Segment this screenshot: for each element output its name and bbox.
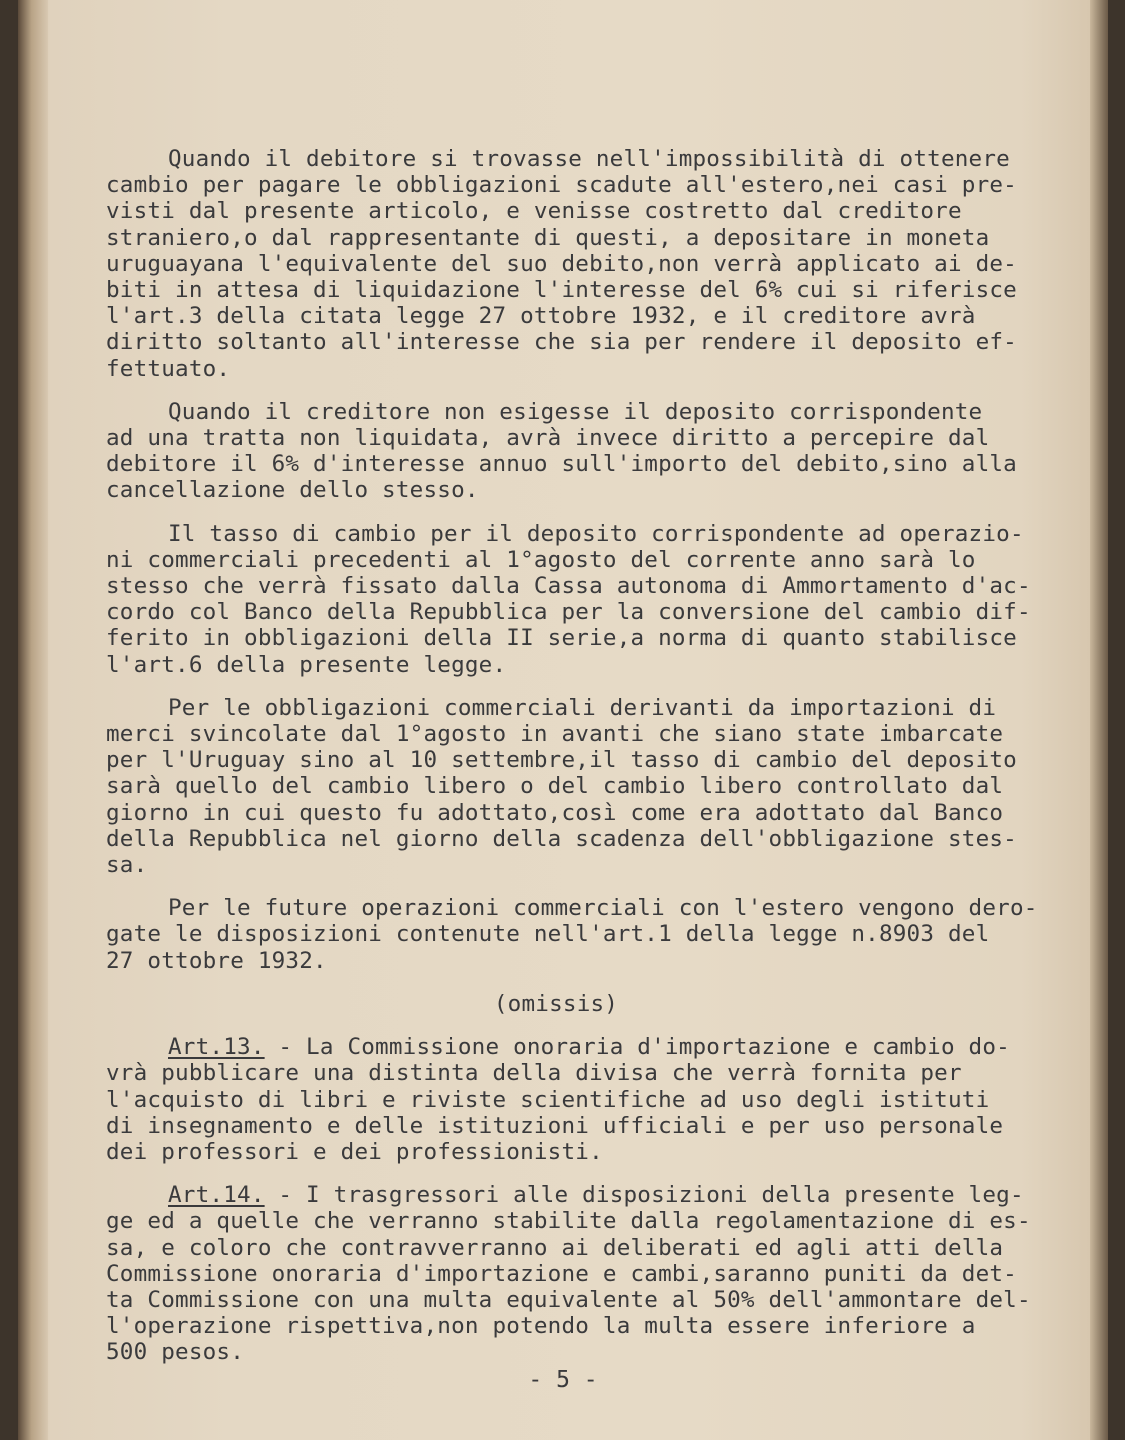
text-line: giorno in cui questo fu adottato,così come era adottato dal Banco — [106, 799, 1004, 826]
text-line: Quando il debitore si trovasse nell'impossibilità di ottenere — [168, 146, 1010, 172]
text-line: vrà pubblicare una distinta della divisa che verrà fornita per — [106, 1060, 962, 1087]
text-line: l'art.3 della citata legge 27 ottobre 1932, e il creditore avrà — [106, 303, 976, 330]
text-line: cancellazione dello stesso. — [106, 477, 479, 504]
text-line: biti in attesa di liquidazione l'interesse del 6% cui si riferisce — [106, 277, 1017, 304]
text-line: 27 ottobre 1932. — [106, 947, 327, 974]
text-line: Per le obbligazioni commerciali derivanti da importazioni di — [168, 694, 997, 721]
text-line: l'art.6 della presente legge. — [106, 651, 507, 678]
text-line: cordo col Banco della Repubblica per la conversione del cambio dif- — [106, 599, 1031, 626]
text-line: di insegnamento e delle istituzioni ufficiali e per uso personale — [106, 1112, 1004, 1139]
text-line: sa, e coloro che contravverranno ai deliberati ed agli atti della — [106, 1234, 1004, 1261]
paragraph-5 — [106, 895, 1038, 974]
text-line: Commissione onoraria d'importazione e cambi,saranno puniti da det- — [106, 1260, 1017, 1287]
text-line: per l'Uruguay sino al 10 settembre,il tasso di cambio del deposito — [106, 747, 1017, 774]
text-line: straniero,o dal rappresentante di questi, a depositare in moneta — [106, 224, 990, 251]
text-line: sa. — [106, 852, 148, 879]
page-number: - 5 - — [528, 1367, 598, 1393]
text-line: l'acquisto di libri e riviste scientifiche ad uso degli istituti — [106, 1086, 990, 1113]
text-line: fettuato. — [106, 355, 231, 382]
text-line: sarà quello del cambio libero o del cambio libero controllato dal — [106, 773, 1004, 800]
text-line: visti dal presente articolo, e venisse costretto dal creditore — [106, 198, 962, 225]
article-13-label: Art.13. — [168, 1034, 265, 1061]
document-body — [106, 146, 1038, 1383]
text-line: Il tasso di cambio per il deposito corrispondente ad operazio- — [168, 520, 1024, 547]
text-line: - La Commissione onoraria d'importazione e cambio do- — [264, 1034, 1010, 1061]
text-line: della Repubblica nel giorno della scadenza dell'obbligazione stes- — [106, 825, 1017, 852]
text-line: gate le disposizioni contenute nell'art.1 della legge n.8903 del — [106, 921, 990, 948]
text-line: ge ed a quelle che verranno stabilite dalla regolamentazione di es- — [106, 1208, 1031, 1235]
article-14 — [106, 1182, 1031, 1366]
text-line: ferito in obbligazioni della II serie,a norma di quanto stabilisce — [106, 625, 1017, 652]
text-line: cambio per pagare le obbligazioni scadute all'estero,nei casi pre- — [106, 172, 1017, 199]
text-line: diritto soltanto all'interesse che sia per rendere il deposito ef- — [106, 329, 1017, 356]
text-line: Quando il creditore non esigesse il deposito corrispondente — [168, 398, 983, 425]
text-line: uruguayana l'equivalente del suo debito,non verrà applicato ai de- — [106, 250, 1017, 277]
page-right-edge — [1090, 0, 1108, 1440]
paragraph-1 — [106, 146, 1017, 382]
document-page — [18, 0, 1108, 1440]
text-line: Per le future operazioni commerciali con l'estero vengono dero- — [168, 895, 1038, 922]
page-binding-edge — [18, 0, 48, 1440]
paragraph-3 — [106, 520, 1031, 678]
text-line: l'operazione rispettiva,non potendo la multa essere inferiore a — [106, 1313, 976, 1340]
text-line: dei professori e dei professionisti. — [106, 1138, 603, 1165]
text-line: stesso che verrà fissato dalla Cassa autonoma di Ammortamento d'ac- — [106, 573, 1031, 600]
text-line: ad una tratta non liquidata, avrà invece diritto a percepire dal — [106, 425, 990, 452]
omissis-marker: (omissis) — [493, 990, 619, 1017]
text-line: ni commerciali precedenti al 1°agosto del corrente anno sarà lo — [106, 546, 976, 573]
text-line: debitore il 6% d'interesse annuo sull'importo del debito,sino alla — [106, 451, 1017, 478]
article-13 — [106, 1034, 1010, 1165]
text-line: merci svincolate dal 1°agosto in avanti che siano state imbarcate — [106, 721, 1004, 748]
paragraph-4 — [106, 694, 1017, 879]
text-line: 500 pesos. — [106, 1339, 245, 1366]
text-line: - I trasgressori alle disposizioni della presente leg- — [264, 1182, 1024, 1209]
text-line: ta Commissione con una multa equivalente al 50% dell'ammontare del- — [106, 1286, 1031, 1313]
article-14-label: Art.14. — [168, 1182, 265, 1209]
paragraph-2 — [106, 398, 1017, 504]
